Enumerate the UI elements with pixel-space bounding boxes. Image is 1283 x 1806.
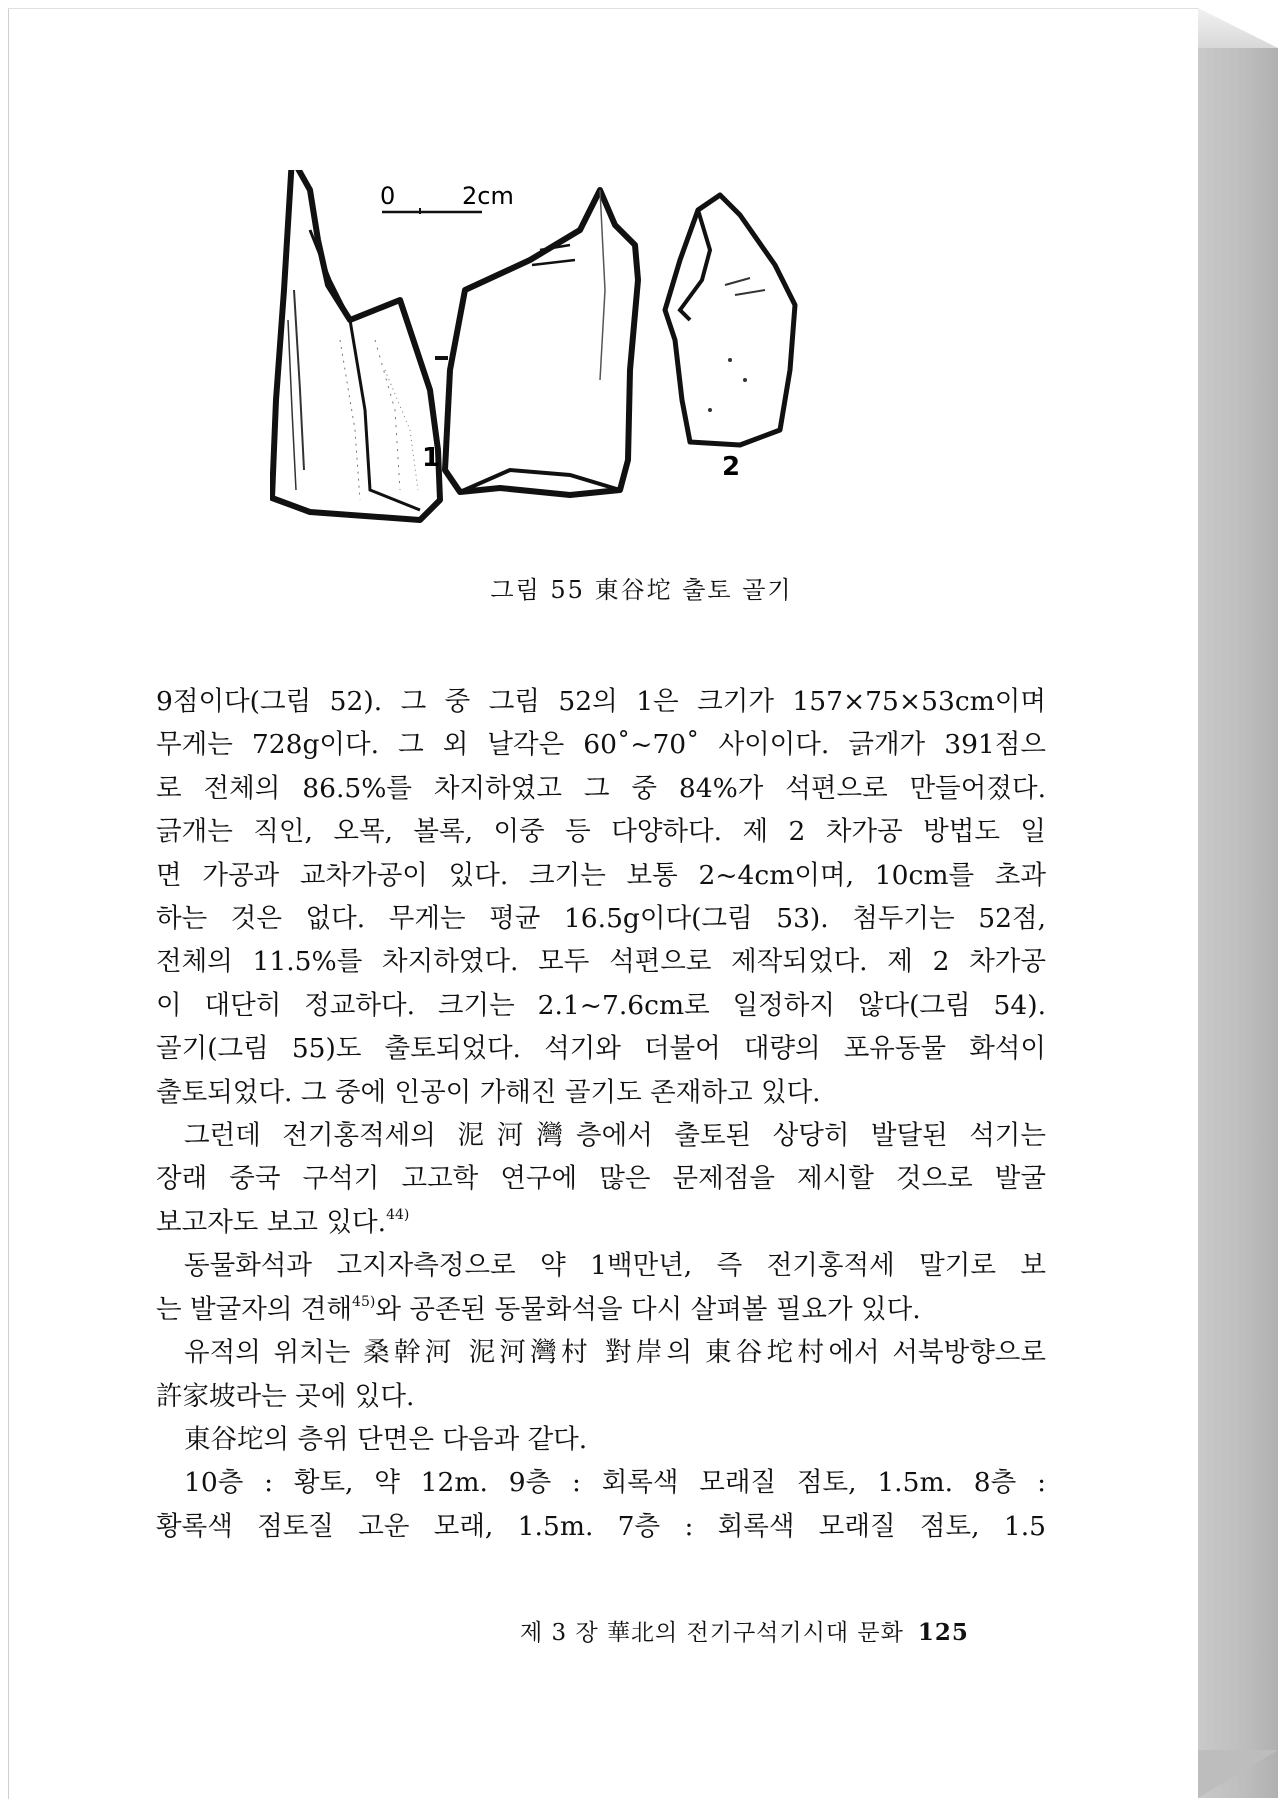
page-number: 125 [917,1619,969,1646]
page-stack-edge [1198,48,1278,1798]
chapter-title: 제 3 장 華北의 전기구석기시대 문화 [520,1620,904,1646]
text-line-fragment: 는 발굴자의 견해 [156,1293,353,1325]
paragraph [156,1331,1046,1418]
text-line: 하는 것은 없다. 무게는 평균 16.5g이다(그림 53). 첨두기는 52점, [156,903,1046,935]
text-line: 장래 중국 구석기 고고학 연구에 많은 문제점을 제시할 것으로 발굴 [156,1163,1046,1195]
figure-caption: 그림 55 東谷坨 출토 골기 [490,576,793,604]
scale-length-label: 2cm [462,182,514,210]
text-line: 東谷坨의 층위 단면은 다음과 같다. [184,1423,588,1455]
paragraph [156,1461,1046,1548]
text-line-fragment: 보고자도 보고 있다. [156,1206,387,1238]
artifact-1-face [422,190,638,495]
text-line: 긁개는 직인, 오목, 볼록, 이중 등 다양하다. 제 2 차가공 방법도 일 [156,816,1046,848]
text-line: 로 전체의 86.5%를 차지하였고 그 중 84%가 석편으로 만들어졌다. [156,772,1046,804]
text-line [156,1201,1046,1244]
paragraph [156,1418,1046,1461]
artifact-1-profile [272,170,440,520]
running-footer [520,1614,1020,1647]
text-line: 許家坡라는 곳에 있다. [156,1380,415,1412]
footnote-ref[interactable]: 44) [386,1206,410,1223]
scale-zero-label: 0 [380,182,396,210]
text-line: 유적의 위치는 桑幹河 泥河灣村 對岸의 東谷坨村에서 서북방향으로 [184,1337,1046,1369]
text-line: 그런데 전기홍적세의 泥河灣층에서 출토된 상당히 발달된 석기는 [184,1120,1046,1152]
artifact-2 [665,195,795,482]
bone-tool-drawing [270,170,1070,550]
text-line [156,1288,1046,1331]
text-line: 전체의 11.5%를 차지하였다. 모두 석편으로 제작되었다. 제 2 차가공 [156,946,1046,978]
text-line: 골기(그림 55)도 출토되었다. 석기와 더불어 대량의 포유동물 화석이 [156,1033,1046,1065]
text-line: 무게는 728g이다. 그 외 날각은 60˚~70˚ 사이이다. 긁개가 391점으 [156,729,1046,761]
paragraph [156,1114,1046,1244]
text-line: 9점이다(그림 52). 그 중 그림 52의 1은 크기가 157×75×53cm이며 [156,686,1046,717]
artifact-2-label: 2 [722,452,741,482]
text-line: 동물화석과 고지자측정으로 약 1백만년, 즉 전기홍적세 말기로 보 [184,1250,1046,1282]
text-line: 황록색 점토질 고운 모래, 1.5m. 7층 : 회록색 모래질 점토, 1.5 [156,1510,1046,1542]
body-text [156,680,1046,1548]
text-line: 면 가공과 교차가공이 있다. 크기는 보통 2~4cm이며, 10cm를 초과 [156,859,1046,891]
text-line: 10층 : 황토, 약 12m. 9층 : 회록색 모래질 점토, 1.5m. 8층 : [184,1467,1046,1499]
bone-tool-figure [270,170,1070,550]
text-line-fragment: 와 공존된 동물화석을 다시 살펴볼 필요가 있다. [375,1293,921,1325]
artifact-1-label: 1 [422,443,441,473]
text-line: 출토되었다. 그 중에 인공이 가해진 골기도 존재하고 있다. [156,1076,821,1108]
footnote-ref[interactable]: 45) [352,1293,376,1310]
paragraph [156,680,1046,1114]
page-stack-edge-top [1198,8,1278,48]
paragraph [156,1244,1046,1331]
text-line: 이 대단히 정교하다. 크기는 2.1~7.6cm로 일정하지 않다(그림 54). [156,989,1046,1021]
